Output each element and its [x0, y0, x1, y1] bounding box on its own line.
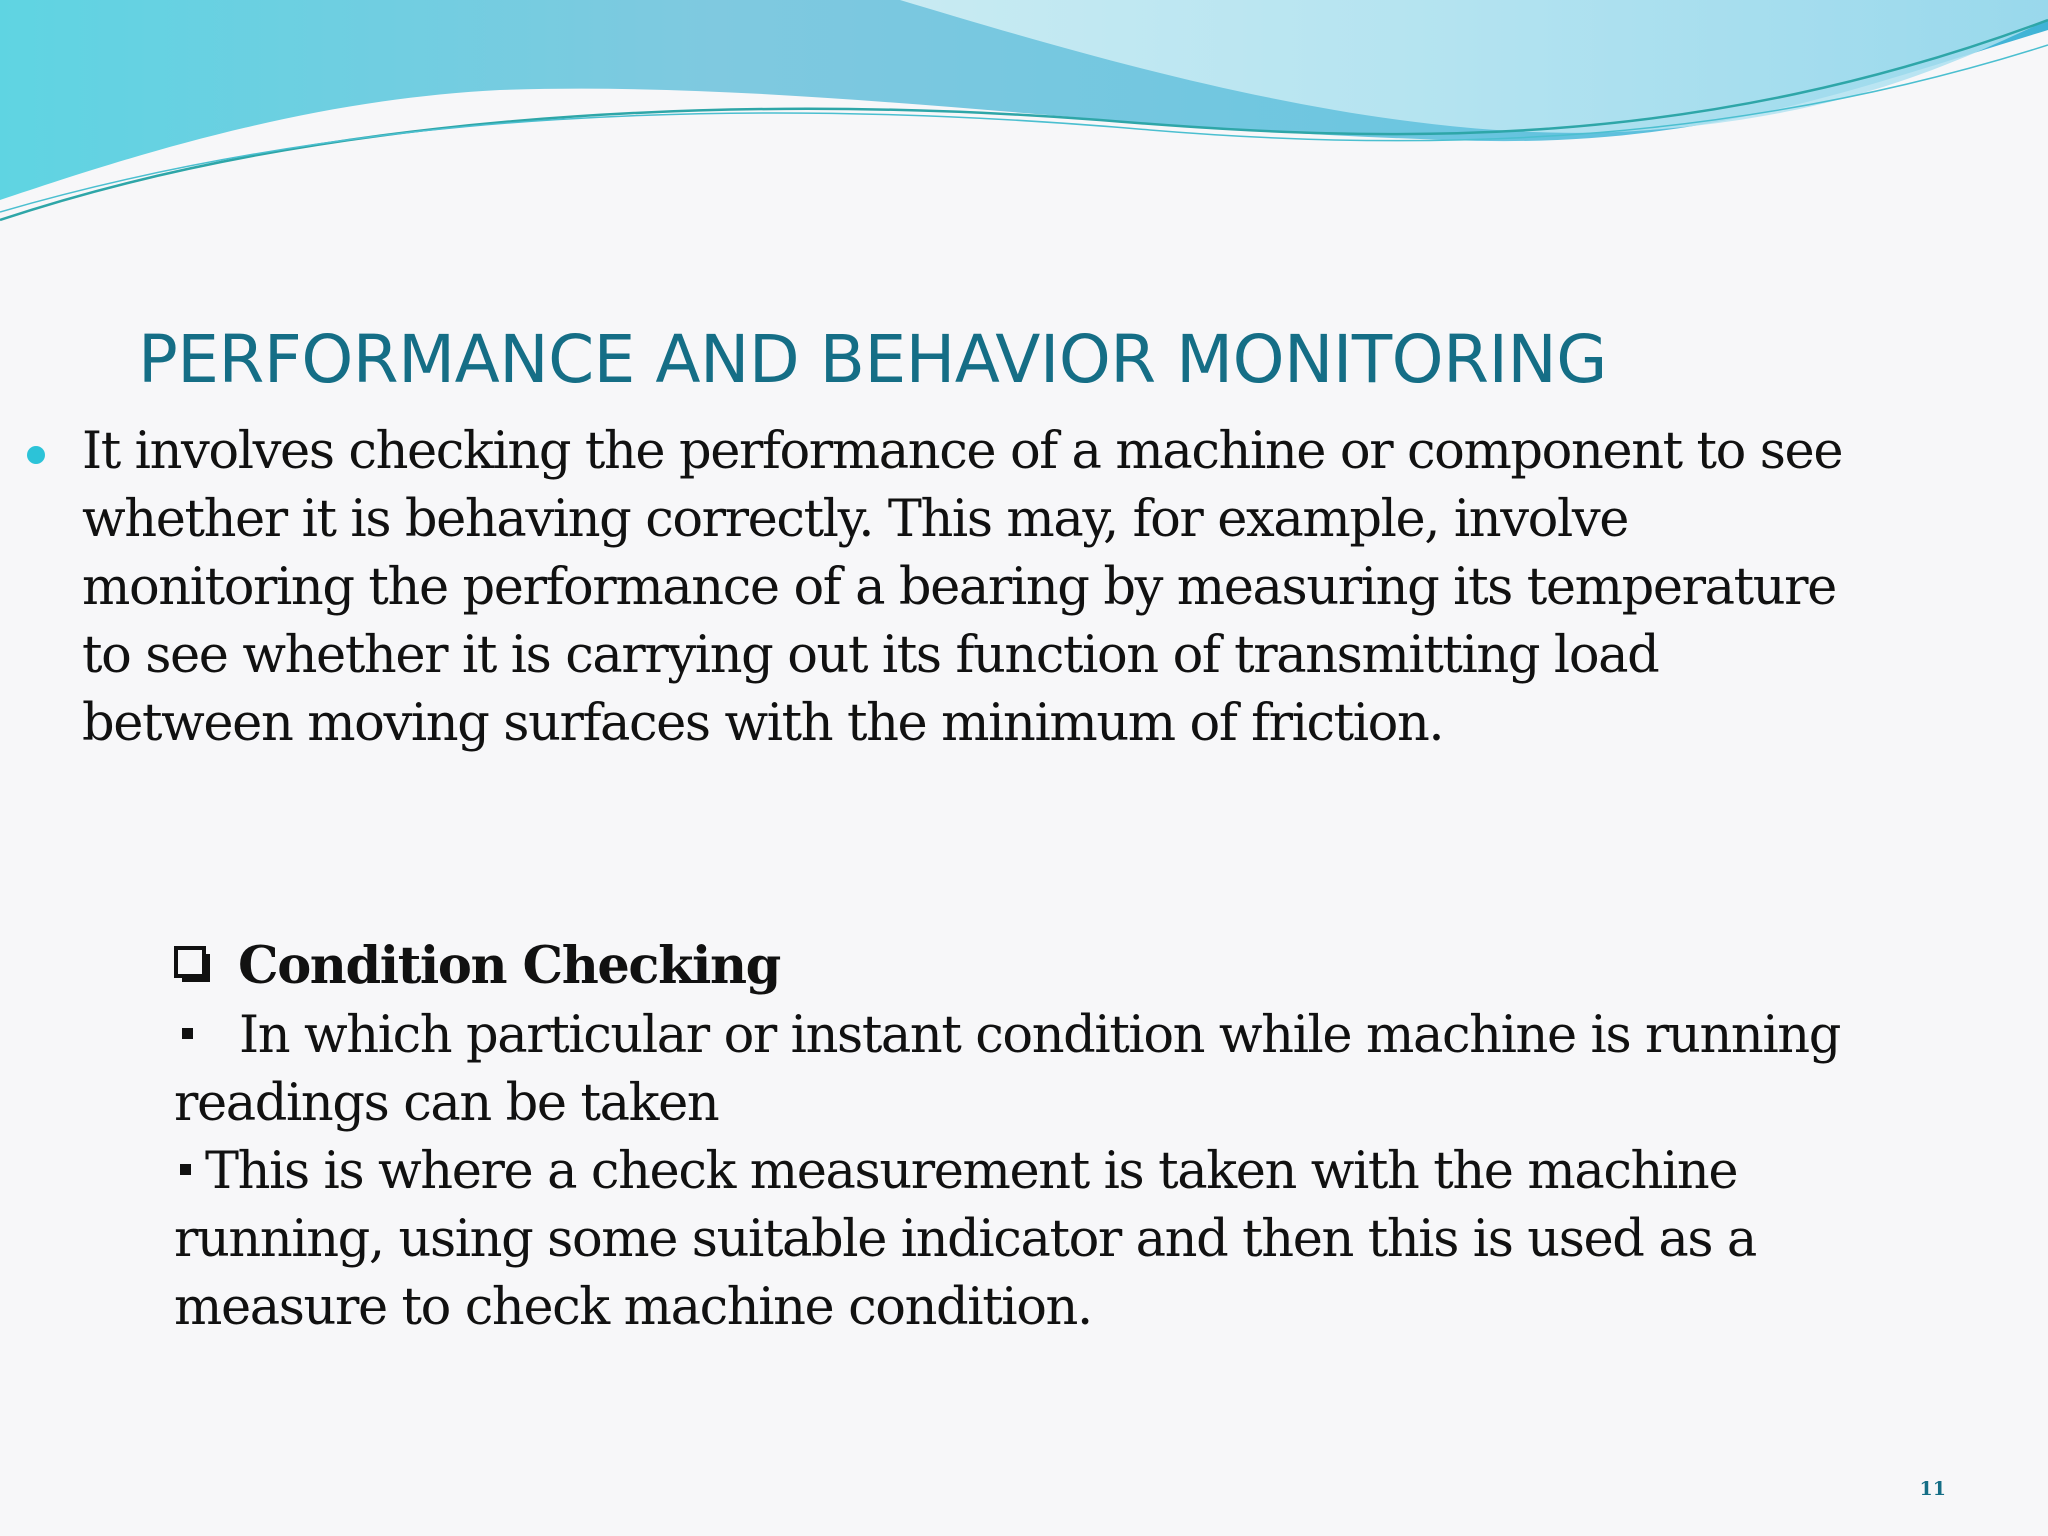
list-item [174, 1138, 1894, 1342]
body-paragraph: It involves checking the performance of a machine or component to see whether it is behaving correctly. This may, for example, involve monitoring the performance of a bearing by measuring its temperature to see whether it is carrying out its function of transmitting load between moving surfaces with the minimum of friction. [82, 422, 1843, 753]
checkbox-icon [174, 946, 212, 984]
wave-header-decoration [0, 0, 2048, 240]
list-item-text: In which particular or instant condition while machine is running readings can be taken [174, 1006, 1840, 1133]
list-item-text: This is where a check measurement is taken with the machine running, using some suitable indicator and then this is used as a measure to check machine condition. [174, 1142, 1756, 1337]
subsection-heading-label: Condition Checking [238, 936, 780, 996]
subsection-heading [174, 932, 780, 1000]
circle-bullet-icon [27, 446, 45, 464]
slide-title: PERFORMANCE AND BEHAVIOR MONITORING [138, 321, 1607, 398]
subsection-points [174, 1002, 1894, 1342]
list-item [174, 1002, 1894, 1138]
square-bullet-icon [182, 1028, 193, 1039]
square-bullet-icon [180, 1164, 191, 1175]
page-number: 11 [1919, 1478, 1946, 1500]
